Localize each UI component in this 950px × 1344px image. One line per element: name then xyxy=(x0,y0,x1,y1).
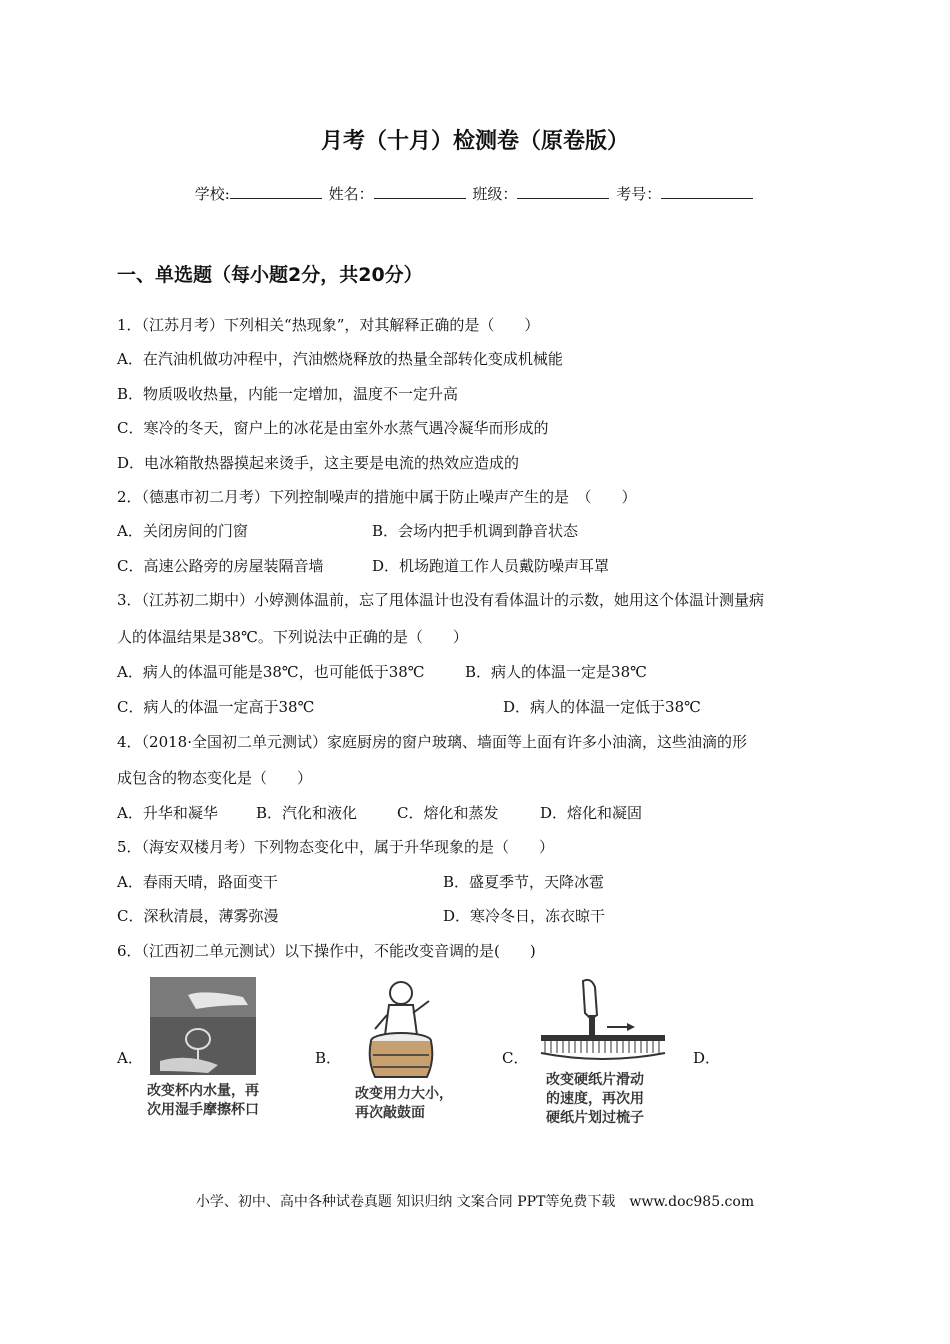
q5-stem: 5．（海安双楼月考）下列物态变化中，属于升华现象的是（ ） xyxy=(117,838,555,856)
q3-stem-line1: 3．（江苏初二期中）小婷测体温前，忘了甩体温计也没有看体温计的示数，她用这个体温计测量病 xyxy=(117,591,765,609)
section-heading: 一、单选题（每小题2分，共20分） xyxy=(117,264,423,286)
q3-option-c: C．病人的体温一定高于38℃ xyxy=(117,698,315,716)
q6-caption-a-line1: 改变杯内水量，再 xyxy=(147,1083,259,1099)
q6-stem: 6．（江西初二单元测试）以下操作中，不能改变音调的是( ) xyxy=(117,942,536,960)
q4-option-d: D．熔化和凝固 xyxy=(540,804,643,822)
q4-stem-line2: 成包含的物态变化是（ ） xyxy=(117,769,313,787)
exam-no-blank[interactable] xyxy=(661,184,753,199)
name-label: 姓名： xyxy=(328,185,374,203)
school-blank[interactable] xyxy=(230,184,322,199)
q2-option-c: C．高速公路旁的房屋装隔音墙 xyxy=(117,557,324,575)
page-footer: 小学、初中、高中各种试卷真题 知识归纳 文案合同 PPT等免费下载 www.doc985.com xyxy=(195,1194,755,1210)
exam-no-label: 考号： xyxy=(616,185,662,203)
q3-option-d: D．病人的体温一定低于38℃ xyxy=(503,698,701,716)
q5-option-b: B．盛夏季节，天降冰雹 xyxy=(443,873,605,891)
student-info-line xyxy=(0,183,950,204)
q2-option-a: A．关闭房间的门窗 xyxy=(117,522,248,540)
q5-option-d: D．寒冷冬日，冻衣晾干 xyxy=(443,907,606,925)
q3-option-a: A．病人的体温可能是38℃，也可能低于38℃ xyxy=(117,663,425,681)
q1-option-b: B．物质吸收热量，内能一定增加，温度不一定升高 xyxy=(117,385,459,403)
q6-caption-c xyxy=(546,1071,644,1128)
q6-figures xyxy=(117,975,837,1125)
q1-option-c: C．寒冷的冬天，窗户上的冰花是由室外水蒸气遇冷凝华而形成的 xyxy=(117,419,549,437)
q6-label-d: D． xyxy=(693,1049,721,1067)
school-label: 学校: xyxy=(194,185,230,203)
class-label: 班级： xyxy=(472,185,518,203)
q2-option-d: D．机场跑道工作人员戴防噪声耳罩 xyxy=(372,557,610,575)
q2-stem: 2．（德惠市初二月考）下列控制噪声的措施中属于防止噪声产生的是 （ ） xyxy=(117,488,637,506)
q6-caption-c-line2: 的速度，再次用 xyxy=(546,1091,644,1107)
q1-option-d: D．电冰箱散热器摸起来烫手，这主要是电流的热效应造成的 xyxy=(117,454,520,472)
q6-label-a: A． xyxy=(117,1049,143,1067)
q6-caption-b xyxy=(355,1085,453,1123)
q4-option-b: B．汽化和液化 xyxy=(256,804,358,822)
page-title: 月考（十月）检测卷（原卷版） xyxy=(320,129,629,154)
q1-stem: 1．（江苏月考）下列相关“热现象”，对其解释正确的是（ ） xyxy=(117,316,540,334)
q2-option-b: B．会场内把手机调到静音状态 xyxy=(372,522,579,540)
q6-caption-a-line2: 次用湿手摩擦杯口 xyxy=(147,1102,259,1118)
name-blank[interactable] xyxy=(374,184,466,199)
q6-caption-b-line2: 再次敲鼓面 xyxy=(355,1105,425,1121)
q4-stem-line1: 4．（2018·全国初二单元测试）家庭厨房的窗户玻璃、墙面等上面有许多小油滴，这些油滴的形 xyxy=(117,733,747,751)
q4-option-c: C．熔化和蒸发 xyxy=(397,804,499,822)
q5-option-a: A．春雨天晴，路面变干 xyxy=(117,873,278,891)
q6-label-c: C． xyxy=(502,1049,529,1067)
class-blank[interactable] xyxy=(517,184,609,199)
q3-option-b: B．病人的体温一定是38℃ xyxy=(465,663,647,681)
q6-label-b: B． xyxy=(315,1049,342,1067)
q6-caption-c-line1: 改变硬纸片滑动 xyxy=(546,1072,644,1088)
q5-option-c: C．深秋清晨，薄雾弥漫 xyxy=(117,907,279,925)
q3-stem-line2: 人的体温结果是38℃。下列说法中正确的是（ ） xyxy=(117,628,468,646)
q6-caption-a xyxy=(147,1082,259,1120)
q6-caption-c-line3: 硬纸片划过梳子 xyxy=(546,1110,644,1126)
q4-option-a: A．升华和凝华 xyxy=(117,804,218,822)
q1-option-a: A．在汽油机做功冲程中，汽油燃烧释放的热量全部转化变成机械能 xyxy=(117,350,563,368)
q6-caption-b-line1: 改变用力大小， xyxy=(355,1086,453,1102)
